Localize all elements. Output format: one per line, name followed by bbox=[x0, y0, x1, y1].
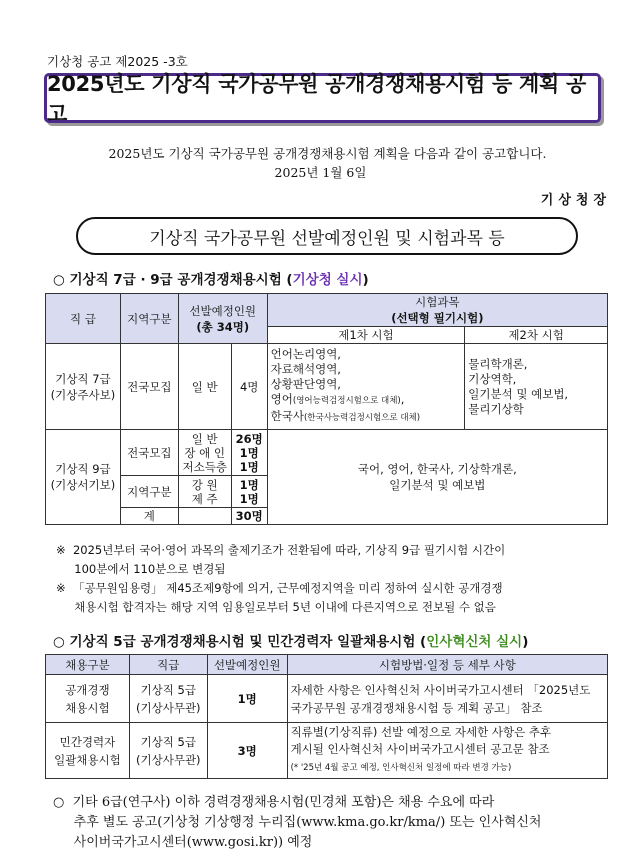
table-row: 지역구분 강 원 제 주 1명 1명 bbox=[46, 476, 608, 508]
document-title: 2025년도 기상직 국가공무원 공개경쟁채용시험 등 계획 공고 bbox=[47, 72, 587, 126]
th-quota: 선발예정인원 (총 34명) bbox=[178, 294, 267, 344]
cell-g7-second: 물리학개론, 기상역학, 일기분석 및 예보법, 물리기상학 bbox=[465, 344, 608, 430]
note-2: ※ 「공무원임용령」 제45조제9항에 의거, 근무예정지역을 미리 정하여 실시한 공개경쟁 채용시험 합격자는 해당 지역 임용일로부터 5년 이내에 다른지역으로 전보될 수 없음 bbox=[56, 581, 503, 614]
cell-g9-subjects: 국어, 영어, 한국사, 기상학개론, 일기분석 및 예보법 bbox=[267, 430, 607, 525]
table-row: 민간경력자 일괄채용시험 기상직 5급 (기상사무관) 3명 직류별(기상직류) 선발 예정으로 자세한 사항은 추후 게시될 인사혁신처 사이버국가고시센터 공고문 참조 (* '25년 4월 공고 예정, 인사혁신처 일정에 따라 변경 가능) bbox=[46, 723, 608, 779]
table-grade5: 채용구분 직급 선발예정인원 시험방법·일정 등 세부 사항 공개경쟁 채용시험 기상직 5급 (기상사무관) 1명 자세한 사항은 인사혁신처 사이버국가고시센터 「2025년도 국가공무원 공개경쟁채용시험 등 계획 공고」 참조 민간경력자 일괄채용시험 기상직 5급 (기상사무관) 3명 직류별(기상직류) 선발 예정으로 자세한 사항은 추후 게시될 인사혁신처 사이버국가고시센터 공고문 참조 (* '25년 4월 공고 예정, 인사혁신처 일정에 따라 변경 가능) bbox=[45, 654, 608, 779]
cell-g7-first: 언어논리영역, 자료해석영역, 상황판단영역, 영어(영어능력검정시험으로 대체), 한국사(한국사능력검정시험으로 대체) bbox=[267, 344, 465, 430]
intro-text: 2025년도 기상직 국가공무원 공개경쟁채용시험 계획을 다음과 같이 공고합니다. bbox=[108, 146, 547, 161]
note-1: ※ 2025년부터 국어·영어 과목의 출제기조가 전환됨에 따라, 기상직 9급 필기시험 시간이 100분에서 110분으로 변경됨 bbox=[56, 543, 506, 576]
table-row: 기상직 9급 (기상서기보) 전국모집 일 반 장 애 인 저소득층 26명 1명 1명 국어, 영어, 한국사, 기상학개론, 일기분석 및 예보법 bbox=[46, 430, 608, 476]
table-row: 기상직 7급 (기상주사보) 전국모집 일 반 4명 언어논리영역, 자료해석영역, 상황판단영역, 영어(영어능력검정시험으로 대체), 한국사(한국사능력검정시험으로 대체) 물리학개론, 기상역학, 일기분석 및 예보법, 물리기상학 bbox=[46, 344, 608, 430]
subtitle: 기상직 국가공무원 선발예정인원 및 시험과목 등 bbox=[149, 228, 505, 249]
table-row: 공개경쟁 채용시험 기상직 5급 (기상사무관) 1명 자세한 사항은 인사혁신처 사이버국가고시센터 「2025년도 국가공무원 공개경쟁채용시험 등 계획 공고」 참조 bbox=[46, 675, 608, 723]
cell-g7: 기상직 7급 (기상주사보) bbox=[46, 344, 121, 430]
th-first: 제1차 시험 bbox=[267, 327, 465, 344]
cell-g9: 기상직 9급 (기상서기보) bbox=[46, 430, 121, 525]
notice-number: 기상청 공고 제2025 -3호 bbox=[47, 54, 188, 69]
section1-heading: ○ 기상직 7급 · 9급 공개경쟁채용시험 (기상청 실시) bbox=[53, 272, 369, 288]
th-second: 제2차 시험 bbox=[465, 327, 608, 344]
th-subjects: 시험과목 (선택형 필기시험) bbox=[267, 294, 607, 327]
th-region: 지역구분 bbox=[120, 294, 178, 344]
announce-date: 2025년 1월 6일 bbox=[274, 165, 367, 180]
subtitle-box bbox=[76, 217, 578, 255]
closing-paragraph: ○ 기타 6급(연구사) 이하 경력경쟁채용시험(민경채 포함)은 채용 수요에 따라 추후 별도 공고(기상청 기상행정 누리집(www.kma.go.kr/kma/) 또는 인사혁신처 사이버국가고시센터(www.gosi.kr)) 예정 bbox=[53, 795, 542, 850]
section2-heading: ○ 기상직 5급 공개경쟁채용시험 및 민간경력자 일괄채용시험 (인사혁신처 실시) bbox=[53, 634, 529, 650]
table-row-total: 계 30명 bbox=[46, 508, 608, 525]
document-title-box bbox=[44, 72, 601, 126]
signer: 기상청장 bbox=[540, 193, 611, 208]
th-grade: 직 급 bbox=[46, 294, 121, 344]
table-grade7-9 bbox=[45, 293, 608, 525]
